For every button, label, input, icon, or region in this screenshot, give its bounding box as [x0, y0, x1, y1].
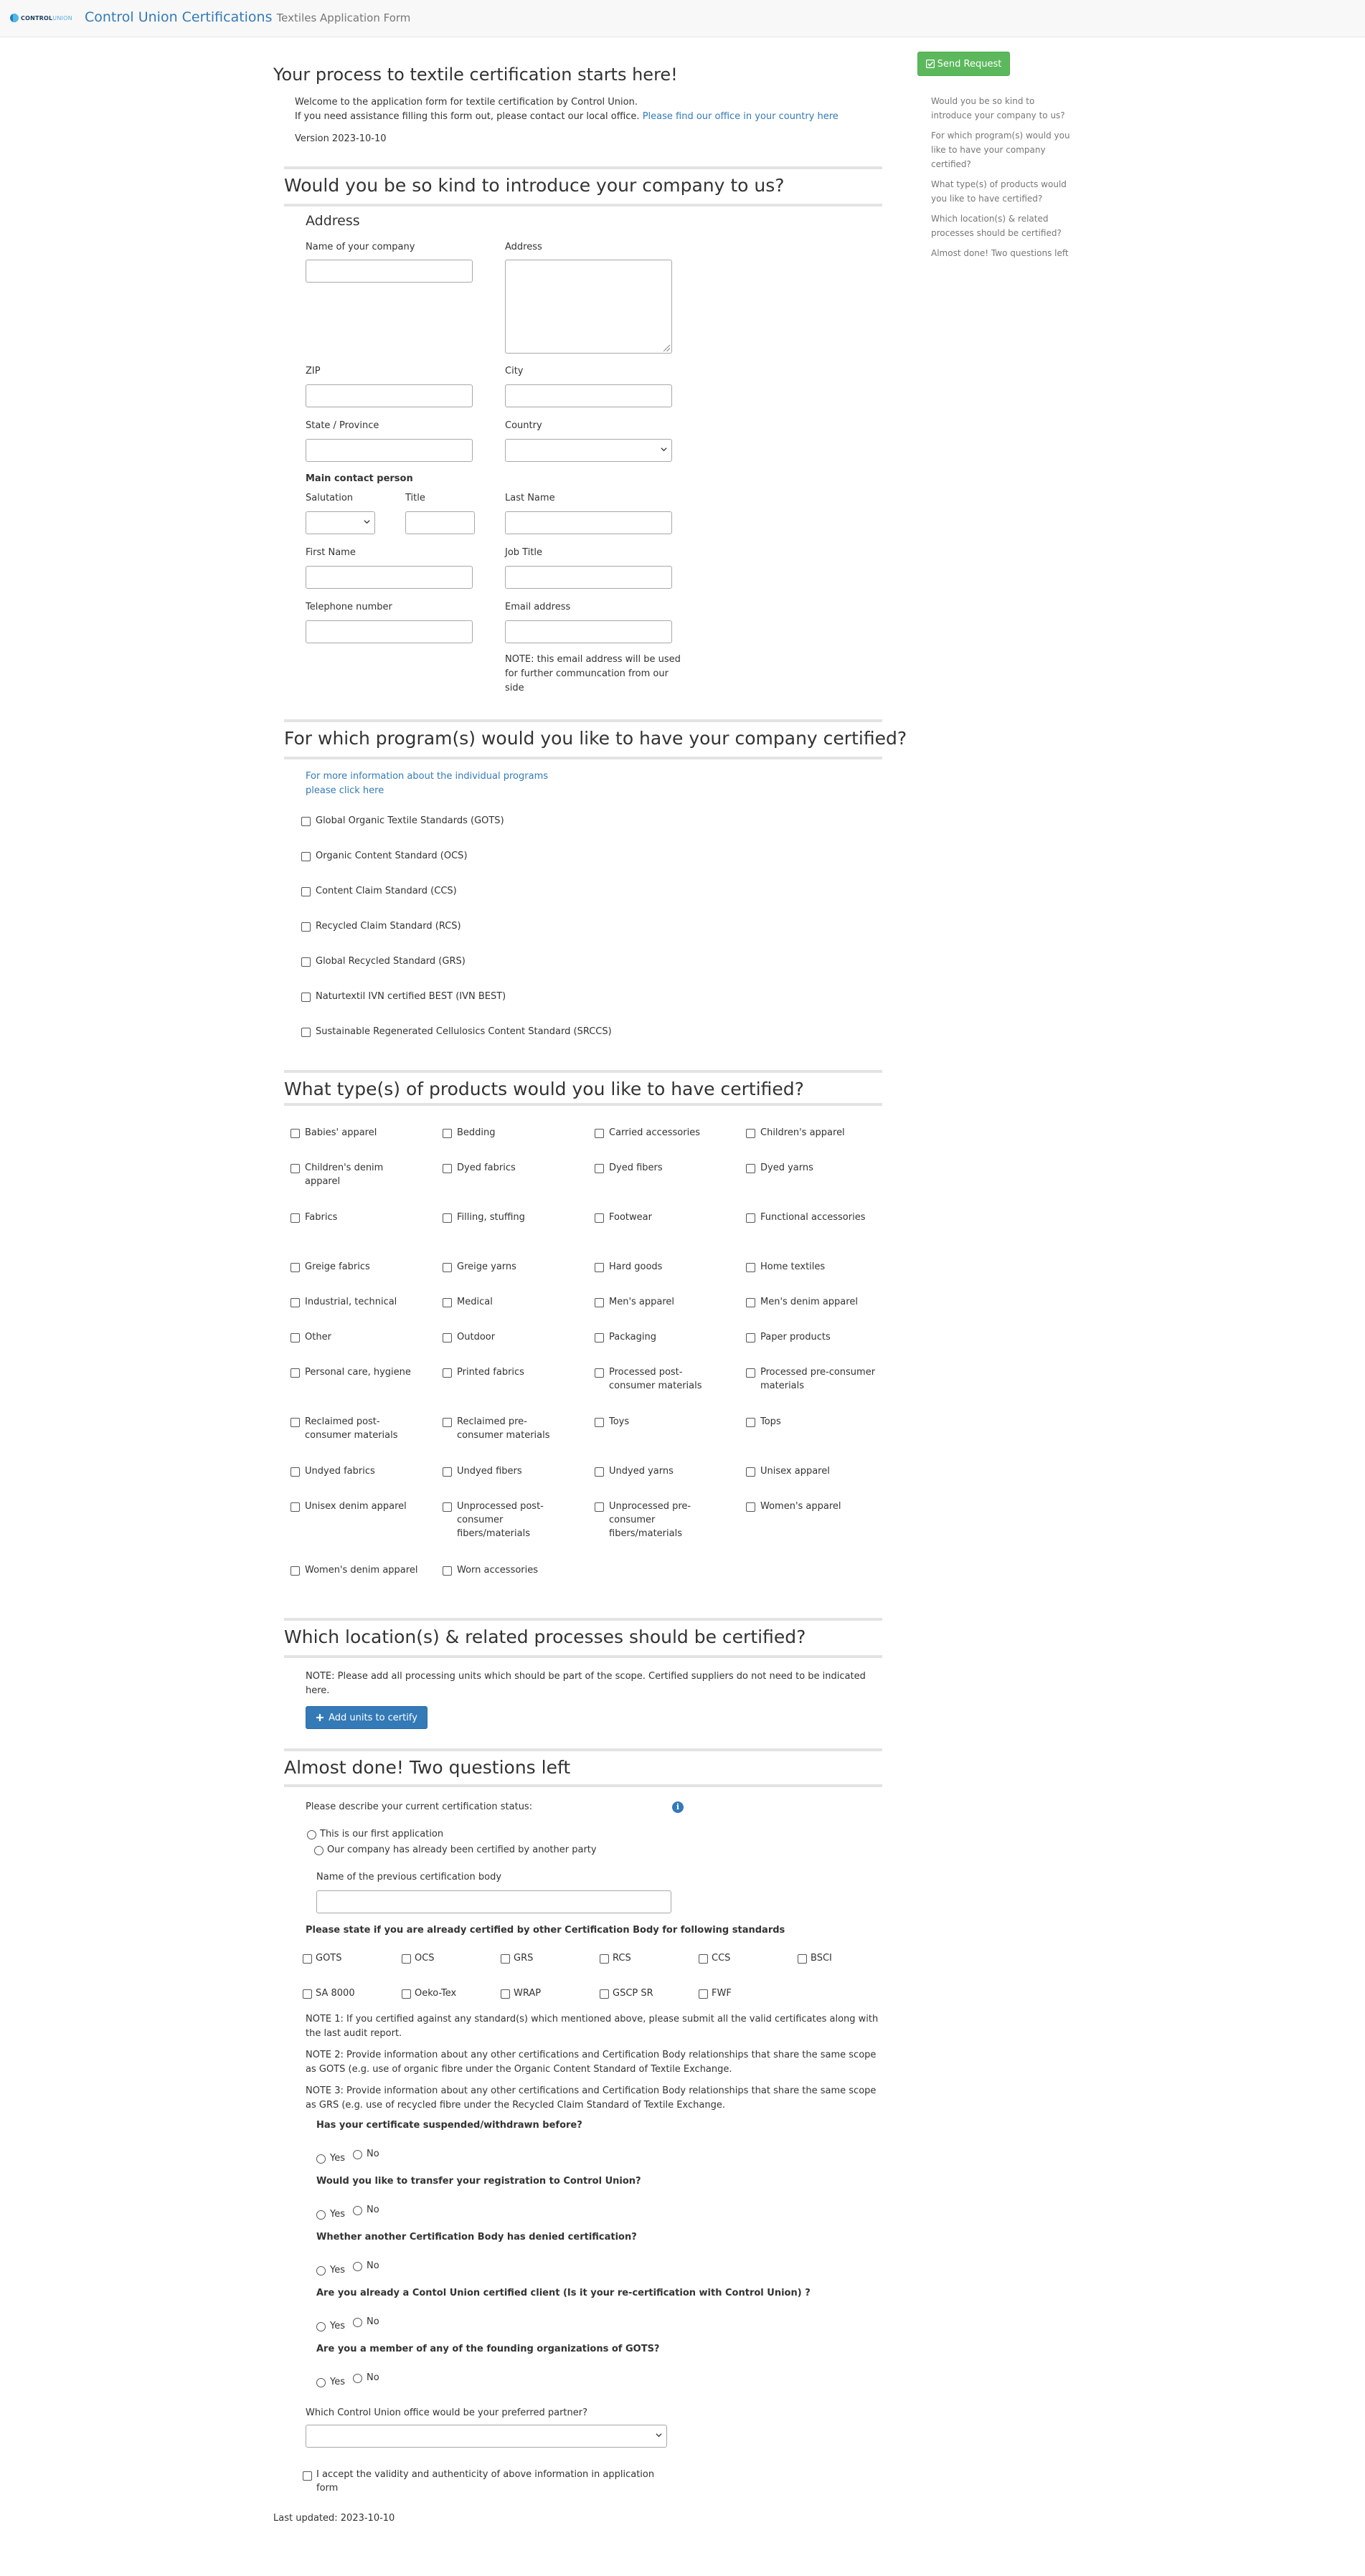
- product-label: Hard goods: [609, 1261, 663, 1272]
- country-select[interactable]: [505, 439, 672, 462]
- product-checkbox[interactable]: [443, 1129, 452, 1138]
- yes-radio[interactable]: [316, 2322, 326, 2331]
- product-label: Other: [305, 1332, 331, 1343]
- brand-subtitle: Textiles Application Form: [276, 11, 411, 24]
- standard-label: RCS: [613, 1953, 631, 1964]
- yes-label: Yes: [330, 2321, 345, 2331]
- product-label: Filling, stuffing: [457, 1212, 525, 1223]
- telephone-input[interactable]: [306, 620, 473, 643]
- intro-title: Your process to textile certification starts here!: [273, 65, 678, 85]
- product-checkbox[interactable]: [291, 1368, 300, 1378]
- product-checkbox[interactable]: [291, 1213, 300, 1223]
- job-title-label: Job Title: [505, 547, 543, 558]
- product-checkbox[interactable]: [443, 1566, 452, 1576]
- product-checkbox[interactable]: [443, 1298, 452, 1307]
- chevron-down-icon: [656, 2432, 662, 2438]
- product-label: Dyed fabrics: [457, 1162, 516, 1173]
- first-application-label: This is our first application: [320, 1829, 444, 1839]
- program-checkbox[interactable]: [301, 817, 311, 826]
- yes-radio[interactable]: [316, 2378, 326, 2387]
- product-checkbox[interactable]: [291, 1502, 300, 1512]
- company-name-label: Name of your company: [306, 242, 415, 252]
- first-name-input[interactable]: [306, 566, 473, 589]
- product-label: Unisex apparel: [760, 1466, 830, 1477]
- product-checkbox[interactable]: [443, 1368, 452, 1378]
- note-2: NOTE 2: Provide information about any other certifications and Certification Body relationships that share the same scope as GOTS (e.g. use of organic fibre under the Organic Content Standard of Textile Exchange.: [306, 2050, 877, 2075]
- product-checkbox[interactable]: [746, 1368, 755, 1378]
- section-divider: [284, 757, 882, 759]
- product-label: Undyed yarns: [609, 1466, 674, 1477]
- section-divider: [284, 1748, 882, 1751]
- program-label: Organic Content Standard (OCS): [316, 851, 468, 861]
- product-checkbox[interactable]: [291, 1418, 300, 1427]
- product-checkbox[interactable]: [595, 1298, 604, 1307]
- salutation-label: Salutation: [306, 493, 354, 503]
- product-checkbox[interactable]: [595, 1502, 604, 1512]
- product-label: Unprocessed pre-consumer fibers/materials: [609, 1501, 691, 1539]
- section-divider: [284, 1103, 882, 1106]
- section-divider: [284, 1784, 882, 1787]
- telephone-label: Telephone number: [306, 602, 392, 612]
- product-checkbox[interactable]: [595, 1213, 604, 1223]
- address-textarea[interactable]: [505, 260, 672, 354]
- no-radio[interactable]: [353, 2262, 362, 2271]
- product-label: Undyed fabrics: [305, 1466, 375, 1477]
- note-3: NOTE 3: Provide information about any other certifications and Certification Body relationships that share the same scope as GRS (e.g. use of recycled fibre under the Recycled Claim Standard of Textile Exchange.: [306, 2085, 877, 2111]
- previous-body-label: Name of the previous certification body: [316, 1872, 502, 1883]
- title-label: Title: [405, 493, 425, 503]
- no-label: No: [367, 2205, 379, 2215]
- programs-info-link[interactable]: For more information about the individual programs please click here: [306, 771, 549, 796]
- send-request-label: Send Request: [937, 58, 1002, 70]
- product-checkbox[interactable]: [443, 1263, 452, 1272]
- already-certified-label: Our company has already been certified by another party: [327, 1845, 597, 1855]
- product-label: Unprocessed post-consumer fibers/materials: [457, 1501, 544, 1539]
- product-checkbox[interactable]: [443, 1467, 452, 1477]
- country-label: Country: [505, 420, 542, 431]
- program-checkbox[interactable]: [301, 922, 311, 932]
- product-label: Men's apparel: [609, 1297, 675, 1307]
- yes-radio[interactable]: [316, 2210, 326, 2220]
- logo-text: CONTROL: [21, 14, 53, 22]
- product-label: Women's denim apparel: [305, 1565, 418, 1576]
- program-label: Naturtextil IVN certified BEST (IVN BEST): [316, 991, 506, 1002]
- control-union-logo[interactable]: [10, 14, 72, 22]
- product-label: Paper products: [760, 1332, 831, 1343]
- add-units-label: Add units to certify: [329, 1712, 417, 1723]
- standard-checkbox[interactable]: [402, 1989, 411, 1999]
- standard-checkbox[interactable]: [699, 1954, 708, 1964]
- chevron-down-icon: [661, 446, 667, 453]
- product-checkbox[interactable]: [746, 1467, 755, 1477]
- version-label: Version 2023-10-10: [295, 133, 387, 144]
- product-label: Greige fabrics: [305, 1261, 370, 1272]
- city-label: City: [505, 366, 524, 377]
- state-input[interactable]: [306, 439, 473, 462]
- side-nav-programs[interactable]: For which program(s) would you like to have your company certified?: [931, 131, 1070, 169]
- brand-title[interactable]: [85, 9, 410, 25]
- product-label: Children's denim apparel: [305, 1162, 384, 1187]
- product-checkbox[interactable]: [291, 1129, 300, 1138]
- product-label: Footwear: [609, 1212, 652, 1223]
- product-checkbox[interactable]: [443, 1418, 452, 1427]
- product-checkbox[interactable]: [291, 1263, 300, 1272]
- product-checkbox[interactable]: [595, 1263, 604, 1272]
- status-prompt: Please describe your current certification status:: [306, 1801, 533, 1812]
- intro-line-1: Welcome to the application form for textile certification by Control Union.: [295, 97, 638, 108]
- product-checkbox[interactable]: [746, 1129, 755, 1138]
- product-label: Undyed fibers: [457, 1466, 522, 1477]
- email-label: Email address: [505, 602, 571, 612]
- product-label: Men's denim apparel: [760, 1297, 858, 1307]
- product-checkbox[interactable]: [443, 1333, 452, 1343]
- product-label: Toys: [609, 1416, 630, 1427]
- top-navbar: [0, 0, 1365, 37]
- product-checkbox[interactable]: [595, 1164, 604, 1173]
- chevron-down-icon: [364, 518, 370, 525]
- check-square-icon: [926, 60, 935, 68]
- product-label: Dyed yarns: [760, 1162, 813, 1173]
- product-checkbox[interactable]: [595, 1129, 604, 1138]
- last-name-label: Last Name: [505, 493, 555, 503]
- no-radio[interactable]: [353, 2150, 362, 2159]
- product-label: Reclaimed post-consumer materials: [305, 1416, 398, 1441]
- products-section-heading: What type(s) of products would you like to have certified?: [284, 1079, 804, 1099]
- standard-label: FWF: [712, 1988, 732, 1999]
- standard-checkbox[interactable]: [402, 1954, 411, 1964]
- salutation-select[interactable]: [306, 511, 375, 534]
- other-cb-heading: Please state if you are already certified by other Certification Body for following standards: [306, 1925, 785, 1936]
- standard-checkbox[interactable]: [798, 1954, 807, 1964]
- product-label: Outdoor: [457, 1332, 496, 1343]
- no-label: No: [367, 2260, 379, 2271]
- standard-label: WRAP: [514, 1988, 542, 1999]
- question-label: Are you already a Contol Union certified client (Is it your re-certification with Control Union) ?: [316, 2288, 811, 2298]
- product-checkbox[interactable]: [443, 1164, 452, 1173]
- accept-label: I accept the validity and authenticity of above information in application form: [316, 2469, 655, 2494]
- standard-label: OCS: [415, 1953, 435, 1964]
- state-label: State / Province: [306, 420, 379, 431]
- email-input[interactable]: [505, 620, 672, 643]
- product-checkbox[interactable]: [291, 1298, 300, 1307]
- intro-line-2: If you need assistance filling this form out, please contact our local office.: [295, 111, 640, 122]
- programs-section-heading: For which program(s) would you like to have your company certified?: [284, 728, 907, 749]
- product-label: Bedding: [457, 1127, 496, 1138]
- job-title-input[interactable]: [505, 566, 672, 589]
- product-checkbox[interactable]: [443, 1502, 452, 1512]
- zip-input[interactable]: [306, 384, 473, 407]
- already-certified-radio[interactable]: [314, 1846, 323, 1855]
- product-label: Fabrics: [305, 1212, 338, 1223]
- preferred-office-select[interactable]: [306, 2425, 667, 2448]
- product-label: Industrial, technical: [305, 1297, 397, 1307]
- brand-name[interactable]: Control Union Certifications: [85, 9, 273, 25]
- product-label: Women's apparel: [760, 1501, 841, 1512]
- product-label: Printed fabrics: [457, 1367, 524, 1378]
- product-checkbox[interactable]: [291, 1566, 300, 1576]
- product-label: Home textiles: [760, 1261, 826, 1272]
- program-checkbox[interactable]: [301, 1028, 311, 1037]
- product-label: Greige yarns: [457, 1261, 516, 1272]
- office-country-link[interactable]: Please find our office in your country here: [642, 111, 839, 122]
- section-divider: [284, 204, 882, 207]
- program-checkbox[interactable]: [301, 887, 311, 896]
- send-request-button[interactable]: [917, 52, 1010, 76]
- section-divider: [284, 166, 882, 169]
- last-updated: Last updated: 2023-10-10: [273, 2513, 395, 2524]
- product-label: Personal care, hygiene: [305, 1367, 411, 1378]
- logo-mark-icon: [10, 14, 19, 22]
- info-icon[interactable]: i: [672, 1801, 684, 1813]
- question-label: Would you like to transfer your registration to Control Union?: [316, 2176, 641, 2187]
- product-checkbox[interactable]: [746, 1164, 755, 1173]
- program-label: Global Recycled Standard (GRS): [316, 956, 466, 967]
- product-checkbox[interactable]: [746, 1298, 755, 1307]
- plus-icon: [316, 1713, 324, 1722]
- standard-checkbox[interactable]: [600, 1954, 609, 1964]
- no-radio[interactable]: [353, 2374, 362, 2383]
- product-checkbox[interactable]: [443, 1213, 452, 1223]
- standard-label: BSCI: [811, 1953, 832, 1964]
- no-label: No: [367, 2316, 379, 2327]
- side-nav-locations[interactable]: Which location(s) & related processes should be certified?: [931, 214, 1062, 238]
- title-input[interactable]: [405, 511, 475, 534]
- no-label: No: [367, 2372, 379, 2383]
- note-1: NOTE 1: If you certified against any standard(s) which mentioned above, please submit all the valid certificates along with the last audit report.: [306, 2014, 879, 2039]
- standard-label: Oeko-Tex: [415, 1988, 457, 1999]
- product-checkbox[interactable]: [291, 1467, 300, 1477]
- product-checkbox[interactable]: [291, 1164, 300, 1173]
- standard-checkbox[interactable]: [501, 1989, 510, 1999]
- standard-label: CCS: [712, 1953, 731, 1964]
- logo-text-accent: UNION: [52, 14, 72, 22]
- address-heading: Address: [306, 213, 360, 229]
- product-checkbox[interactable]: [595, 1418, 604, 1427]
- standard-label: GSCP SR: [613, 1988, 653, 1999]
- product-label: Worn accessories: [457, 1565, 539, 1576]
- product-checkbox[interactable]: [746, 1418, 755, 1427]
- section-nav: [931, 94, 1074, 266]
- product-label: Medical: [457, 1297, 493, 1307]
- resize-grip-icon[interactable]: [663, 345, 670, 351]
- company-name-input[interactable]: [306, 260, 473, 283]
- standard-label: SA 8000: [316, 1988, 355, 1999]
- office-label: Which Control Union office would be your preferred partner?: [306, 2407, 587, 2418]
- side-nav-final[interactable]: Almost done! Two questions left: [931, 248, 1069, 258]
- intro-text: [295, 95, 890, 124]
- product-label: Packaging: [609, 1332, 656, 1343]
- side-nav-company[interactable]: Would you be so kind to introduce your company to us?: [931, 96, 1065, 120]
- product-checkbox[interactable]: [746, 1502, 755, 1512]
- section-divider: [284, 719, 882, 722]
- no-radio[interactable]: [353, 2206, 362, 2215]
- product-checkbox[interactable]: [595, 1368, 604, 1378]
- section-divider: [284, 1655, 882, 1658]
- question-label: Has your certificate suspended/withdrawn before?: [316, 2120, 582, 2131]
- first-application-radio[interactable]: [307, 1830, 316, 1839]
- product-label: Children's apparel: [760, 1127, 845, 1138]
- first-name-label: First Name: [306, 547, 356, 558]
- product-label: Functional accessories: [760, 1212, 866, 1223]
- standard-label: GOTS: [316, 1953, 342, 1964]
- address-label: Address: [505, 242, 542, 252]
- product-label: Carried accessories: [609, 1127, 700, 1138]
- zip-label: ZIP: [306, 366, 321, 377]
- program-checkbox[interactable]: [301, 957, 311, 967]
- main-contact-heading: Main contact person: [306, 473, 413, 484]
- product-label: Unisex denim apparel: [305, 1501, 407, 1512]
- product-label: Tops: [760, 1416, 781, 1427]
- question-label: Are you a member of any of the founding organizations of GOTS?: [316, 2344, 660, 2354]
- city-input[interactable]: [505, 384, 672, 407]
- yes-radio[interactable]: [316, 2266, 326, 2276]
- product-label: Processed pre-consumer materials: [760, 1367, 876, 1391]
- no-radio[interactable]: [353, 2318, 362, 2327]
- product-label: Dyed fibers: [609, 1162, 663, 1173]
- product-label: Processed post-consumer materials: [609, 1367, 702, 1391]
- standard-label: GRS: [514, 1953, 534, 1964]
- no-label: No: [367, 2149, 379, 2159]
- yes-label: Yes: [330, 2209, 345, 2220]
- product-checkbox[interactable]: [595, 1467, 604, 1477]
- program-label: Sustainable Regenerated Cellulosics Content Standard (SRCCS): [316, 1026, 612, 1037]
- standard-checkbox[interactable]: [303, 1954, 312, 1964]
- product-checkbox[interactable]: [746, 1213, 755, 1223]
- yes-label: Yes: [330, 2377, 345, 2387]
- section-divider: [284, 1070, 882, 1073]
- locations-section-heading: Which location(s) & related processes should be certified?: [284, 1626, 806, 1647]
- program-label: Content Claim Standard (CCS): [316, 886, 457, 896]
- standard-checkbox[interactable]: [501, 1954, 510, 1964]
- yes-label: Yes: [330, 2265, 345, 2276]
- previous-body-input[interactable]: [316, 1890, 671, 1913]
- question-label: Whether another Certification Body has denied certification?: [316, 2232, 637, 2243]
- product-label: Babies' apparel: [305, 1127, 377, 1138]
- accept-checkbox[interactable]: [303, 2471, 312, 2481]
- program-label: Global Organic Textile Standards (GOTS): [316, 815, 504, 826]
- section-divider: [284, 1618, 882, 1621]
- standard-checkbox[interactable]: [699, 1989, 708, 1999]
- product-checkbox[interactable]: [291, 1333, 300, 1343]
- yes-radio[interactable]: [316, 2154, 326, 2164]
- product-checkbox[interactable]: [746, 1263, 755, 1272]
- product-label: Reclaimed pre-consumer materials: [457, 1416, 550, 1441]
- email-note: NOTE: this email address will be used for further communcation from our side: [505, 654, 681, 693]
- final-section-heading: Almost done! Two questions left: [284, 1757, 571, 1778]
- yes-label: Yes: [330, 2153, 345, 2164]
- last-name-input[interactable]: [505, 511, 672, 534]
- program-checkbox[interactable]: [301, 993, 311, 1002]
- locations-note: NOTE: Please add all processing units which should be part of the scope. Certified suppliers do not need to be indicated here.: [306, 1671, 866, 1696]
- product-checkbox[interactable]: [746, 1333, 755, 1343]
- standard-checkbox[interactable]: [303, 1989, 312, 1999]
- standard-checkbox[interactable]: [600, 1989, 609, 1999]
- program-checkbox[interactable]: [301, 852, 311, 861]
- side-nav-products[interactable]: What type(s) of products would you like to have certified?: [931, 179, 1067, 204]
- product-checkbox[interactable]: [595, 1333, 604, 1343]
- add-units-button[interactable]: [306, 1706, 428, 1729]
- program-label: Recycled Claim Standard (RCS): [316, 921, 461, 932]
- company-section-heading: Would you be so kind to introduce your company to us?: [284, 175, 785, 196]
